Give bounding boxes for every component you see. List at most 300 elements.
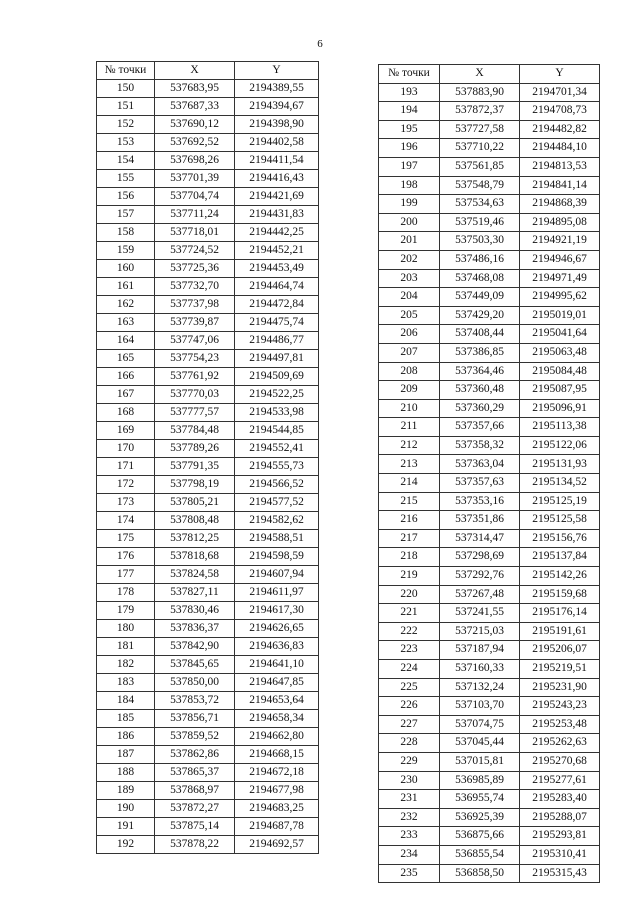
table-row [379,381,600,400]
cell-point-number: 154 [97,152,155,170]
cell-x: 537241,55 [440,604,520,623]
table-row [379,418,600,437]
cell-x: 537862,86 [155,746,235,764]
table-row [379,660,600,679]
cell-y: 2195277,61 [520,771,600,790]
cell-x: 537830,46 [155,602,235,620]
cell-y: 2194687,78 [235,818,319,836]
cell-point-number: 161 [97,278,155,296]
table-body-right [379,83,600,883]
cell-y: 2195310,41 [520,845,600,864]
table-row [379,157,600,176]
table-row [97,404,319,422]
cell-y: 2194708,73 [520,102,600,121]
table-row [379,269,600,288]
cell-point-number: 166 [97,368,155,386]
table-header-row [97,62,319,80]
table-row [97,332,319,350]
cell-x: 537298,69 [440,548,520,567]
table-row [379,715,600,734]
cell-x: 536955,74 [440,790,520,809]
table-row [97,116,319,134]
cell-x: 537798,19 [155,476,235,494]
cell-point-number: 208 [379,362,440,381]
table-row [379,864,600,883]
cell-y: 2195315,43 [520,864,600,883]
cell-y: 2194509,69 [235,368,319,386]
cell-y: 2194472,84 [235,296,319,314]
table-row [97,512,319,530]
table-row [379,325,600,344]
table-row [379,195,600,214]
header-x: X [440,65,520,84]
cell-point-number: 225 [379,678,440,697]
table-row [379,362,600,381]
table-row [379,455,600,474]
coordinates-table-left [96,61,319,854]
cell-point-number: 162 [97,296,155,314]
cell-x: 536875,66 [440,827,520,846]
cell-point-number: 158 [97,224,155,242]
table-row [379,697,600,716]
cell-x: 537727,58 [440,120,520,139]
cell-point-number: 195 [379,120,440,139]
cell-x: 537754,23 [155,350,235,368]
cell-point-number: 230 [379,771,440,790]
cell-x: 537351,86 [440,511,520,530]
table-row [97,206,319,224]
cell-point-number: 210 [379,399,440,418]
cell-point-number: 176 [97,548,155,566]
cell-y: 2195270,68 [520,752,600,771]
cell-point-number: 221 [379,604,440,623]
cell-point-number: 207 [379,343,440,362]
cell-y: 2194617,30 [235,602,319,620]
table-row [379,548,600,567]
table-row [97,224,319,242]
cell-y: 2195084,48 [520,362,600,381]
table-row [379,343,600,362]
cell-point-number: 202 [379,250,440,269]
cell-x: 537519,46 [440,213,520,232]
cell-y: 2194598,59 [235,548,319,566]
cell-y: 2194701,34 [520,83,600,102]
cell-point-number: 220 [379,585,440,604]
cell-x: 537812,25 [155,530,235,548]
table-row [97,530,319,548]
cell-x: 537747,06 [155,332,235,350]
cell-y: 2194398,90 [235,116,319,134]
cell-x: 537842,90 [155,638,235,656]
cell-x: 536985,89 [440,771,520,790]
table-row [379,641,600,660]
cell-point-number: 227 [379,715,440,734]
cell-point-number: 223 [379,641,440,660]
table-row [97,818,319,836]
cell-y: 2195262,63 [520,734,600,753]
cell-point-number: 164 [97,332,155,350]
cell-x: 537732,70 [155,278,235,296]
cell-x: 537486,16 [440,250,520,269]
cell-point-number: 186 [97,728,155,746]
cell-x: 537015,81 [440,752,520,771]
table-row [97,170,319,188]
cell-y: 2194607,94 [235,566,319,584]
cell-y: 2194868,39 [520,195,600,214]
table-row [379,771,600,790]
cell-y: 2195113,38 [520,418,600,437]
table-row [97,350,319,368]
cell-point-number: 168 [97,404,155,422]
cell-point-number: 178 [97,584,155,602]
table-row [379,827,600,846]
cell-x: 537836,37 [155,620,235,638]
cell-point-number: 189 [97,782,155,800]
cell-y: 2194416,43 [235,170,319,188]
cell-x: 537360,48 [440,381,520,400]
cell-y: 2194692,57 [235,836,319,854]
cell-point-number: 185 [97,710,155,728]
cell-point-number: 232 [379,808,440,827]
cell-y: 2194522,25 [235,386,319,404]
cell-point-number: 219 [379,567,440,586]
cell-x: 537872,37 [440,102,520,121]
header-point-number: № точки [97,62,155,80]
cell-x: 537878,22 [155,836,235,854]
cell-point-number: 174 [97,512,155,530]
table-row [97,602,319,620]
cell-point-number: 184 [97,692,155,710]
cell-x: 537103,70 [440,697,520,716]
cell-x: 537725,36 [155,260,235,278]
cell-point-number: 171 [97,458,155,476]
cell-x: 537132,24 [440,678,520,697]
cell-x: 537353,16 [440,492,520,511]
table-row [379,567,600,586]
cell-x: 537357,63 [440,474,520,493]
table-row [379,102,600,121]
cell-x: 537845,65 [155,656,235,674]
table-row [379,232,600,251]
cell-x: 537827,11 [155,584,235,602]
cell-y: 2195283,40 [520,790,600,809]
cell-x: 537267,48 [440,585,520,604]
cell-y: 2195206,07 [520,641,600,660]
cell-point-number: 199 [379,195,440,214]
cell-y: 2194544,85 [235,422,319,440]
cell-y: 2194668,15 [235,746,319,764]
cell-x: 537865,37 [155,764,235,782]
cell-point-number: 167 [97,386,155,404]
table-row [97,80,319,98]
cell-y: 2195063,48 [520,343,600,362]
cell-point-number: 203 [379,269,440,288]
cell-y: 2194813,53 [520,157,600,176]
table-row [97,242,319,260]
table-row [379,492,600,511]
cell-y: 2195125,58 [520,511,600,530]
cell-x: 537429,20 [440,306,520,325]
cell-y: 2194653,64 [235,692,319,710]
cell-point-number: 179 [97,602,155,620]
cell-x: 537808,48 [155,512,235,530]
cell-x: 537386,85 [440,343,520,362]
cell-x: 537850,00 [155,674,235,692]
table-body-left [97,80,319,854]
table-row [379,604,600,623]
cell-point-number: 201 [379,232,440,251]
cell-y: 2194647,85 [235,674,319,692]
cell-x: 537883,90 [440,83,520,102]
table-row [379,734,600,753]
cell-point-number: 229 [379,752,440,771]
table-row [379,511,600,530]
cell-point-number: 163 [97,314,155,332]
cell-y: 2195191,61 [520,622,600,641]
cell-y: 2194431,83 [235,206,319,224]
cell-point-number: 190 [97,800,155,818]
cell-point-number: 194 [379,102,440,121]
cell-point-number: 187 [97,746,155,764]
cell-x: 537875,14 [155,818,235,836]
cell-x: 537789,26 [155,440,235,458]
cell-y: 2194683,25 [235,800,319,818]
cell-y: 2194921,19 [520,232,600,251]
table-row [97,764,319,782]
cell-point-number: 182 [97,656,155,674]
cell-x: 536925,39 [440,808,520,827]
cell-x: 537074,75 [440,715,520,734]
table-row [97,566,319,584]
cell-y: 2195125,19 [520,492,600,511]
table-row [97,710,319,728]
table-row [97,728,319,746]
cell-y: 2194841,14 [520,176,600,195]
cell-point-number: 212 [379,436,440,455]
cell-x: 537791,35 [155,458,235,476]
table-row [379,808,600,827]
cell-y: 2194566,52 [235,476,319,494]
table-row [379,752,600,771]
cell-y: 2194453,49 [235,260,319,278]
cell-y: 2194533,98 [235,404,319,422]
cell-y: 2194971,49 [520,269,600,288]
table-row [97,638,319,656]
table-row [379,306,600,325]
cell-x: 537737,98 [155,296,235,314]
header-y: Y [520,65,600,84]
cell-x: 537160,33 [440,660,520,679]
table-row [379,622,600,641]
cell-y: 2195219,51 [520,660,600,679]
cell-x: 537698,26 [155,152,235,170]
cell-point-number: 170 [97,440,155,458]
cell-y: 2195159,68 [520,585,600,604]
cell-point-number: 215 [379,492,440,511]
cell-x: 537187,94 [440,641,520,660]
cell-point-number: 160 [97,260,155,278]
cell-point-number: 204 [379,288,440,307]
cell-y: 2194658,34 [235,710,319,728]
cell-x: 537724,52 [155,242,235,260]
cell-x: 537824,58 [155,566,235,584]
cell-y: 2195293,81 [520,827,600,846]
cell-y: 2195134,52 [520,474,600,493]
table-row [97,620,319,638]
cell-y: 2195243,23 [520,697,600,716]
cell-x: 537314,47 [440,529,520,548]
table-row [97,278,319,296]
cell-y: 2194626,65 [235,620,319,638]
cell-point-number: 172 [97,476,155,494]
cell-point-number: 191 [97,818,155,836]
cell-point-number: 228 [379,734,440,753]
cell-y: 2194555,73 [235,458,319,476]
cell-y: 2194486,77 [235,332,319,350]
cell-x: 536855,54 [440,845,520,864]
cell-y: 2194611,97 [235,584,319,602]
table-row [379,845,600,864]
header-y: Y [235,62,319,80]
table-row [97,152,319,170]
cell-y: 2194895,08 [520,213,600,232]
cell-x: 537853,72 [155,692,235,710]
cell-x: 537357,66 [440,418,520,437]
cell-y: 2194394,67 [235,98,319,116]
cell-y: 2194672,18 [235,764,319,782]
cell-point-number: 216 [379,511,440,530]
coordinates-table-right [378,64,600,883]
cell-y: 2194662,80 [235,728,319,746]
table-row [97,746,319,764]
cell-point-number: 153 [97,134,155,152]
table-row [379,790,600,809]
cell-x: 537363,04 [440,455,520,474]
cell-x: 537761,92 [155,368,235,386]
cell-x: 537215,03 [440,622,520,641]
cell-x: 537468,08 [440,269,520,288]
cell-x: 537045,44 [440,734,520,753]
cell-y: 2195122,06 [520,436,600,455]
table-row [379,399,600,418]
cell-y: 2194411,54 [235,152,319,170]
table-row [97,440,319,458]
cell-y: 2194577,52 [235,494,319,512]
cell-point-number: 198 [379,176,440,195]
cell-point-number: 181 [97,638,155,656]
cell-y: 2195137,84 [520,548,600,567]
cell-point-number: 165 [97,350,155,368]
cell-x: 537449,09 [440,288,520,307]
cell-point-number: 209 [379,381,440,400]
table-row [97,494,319,512]
cell-y: 2194421,69 [235,188,319,206]
cell-x: 537561,85 [440,157,520,176]
cell-y: 2194482,82 [520,120,600,139]
cell-point-number: 197 [379,157,440,176]
cell-y: 2195041,64 [520,325,600,344]
cell-x: 537784,48 [155,422,235,440]
cell-point-number: 196 [379,139,440,158]
cell-x: 537360,29 [440,399,520,418]
table-row [97,422,319,440]
cell-x: 537718,01 [155,224,235,242]
cell-x: 537364,46 [440,362,520,381]
cell-x: 537701,39 [155,170,235,188]
cell-point-number: 192 [97,836,155,854]
cell-point-number: 180 [97,620,155,638]
table-row [379,585,600,604]
page-number: 6 [317,38,323,50]
cell-point-number: 188 [97,764,155,782]
cell-x: 537292,76 [440,567,520,586]
table-row [97,314,319,332]
cell-y: 2195176,14 [520,604,600,623]
cell-x: 537777,57 [155,404,235,422]
cell-y: 2195142,26 [520,567,600,586]
table-row [379,83,600,102]
cell-point-number: 150 [97,80,155,98]
cell-point-number: 159 [97,242,155,260]
cell-x: 536858,50 [440,864,520,883]
cell-point-number: 211 [379,418,440,437]
cell-y: 2195231,90 [520,678,600,697]
cell-point-number: 193 [379,83,440,102]
cell-x: 537739,87 [155,314,235,332]
cell-point-number: 235 [379,864,440,883]
table-row [97,98,319,116]
cell-point-number: 226 [379,697,440,716]
cell-x: 537503,30 [440,232,520,251]
cell-x: 537687,33 [155,98,235,116]
cell-x: 537711,24 [155,206,235,224]
table-row [97,548,319,566]
table-row [97,458,319,476]
table-row [379,474,600,493]
cell-x: 537856,71 [155,710,235,728]
cell-point-number: 152 [97,116,155,134]
cell-x: 537692,52 [155,134,235,152]
table-row [97,674,319,692]
cell-point-number: 173 [97,494,155,512]
cell-y: 2194484,10 [520,139,600,158]
cell-y: 2194552,41 [235,440,319,458]
cell-y: 2194389,55 [235,80,319,98]
cell-point-number: 234 [379,845,440,864]
table-row [97,476,319,494]
table-row [97,836,319,854]
table-row [379,176,600,195]
cell-x: 537534,63 [440,195,520,214]
table-row [97,584,319,602]
cell-point-number: 218 [379,548,440,567]
table-row [97,188,319,206]
cell-point-number: 151 [97,98,155,116]
table-row [97,692,319,710]
table-row [379,678,600,697]
table-row [379,120,600,139]
header-x: X [155,62,235,80]
table-row [379,436,600,455]
table-header-row [379,65,600,84]
cell-y: 2194497,81 [235,350,319,368]
cell-y: 2195156,76 [520,529,600,548]
table-row [379,139,600,158]
cell-point-number: 155 [97,170,155,188]
cell-x: 537805,21 [155,494,235,512]
cell-point-number: 224 [379,660,440,679]
table-row [97,782,319,800]
